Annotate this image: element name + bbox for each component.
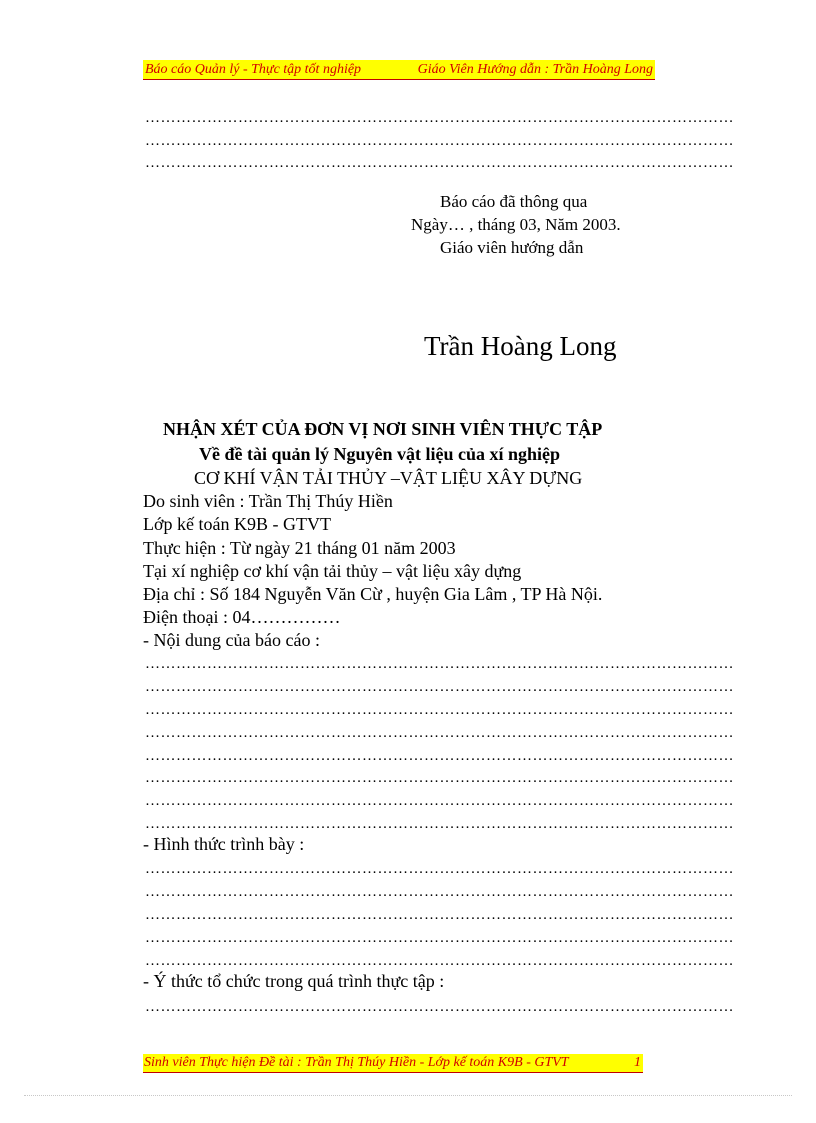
section-content-label: - Nội dung của báo cáo : bbox=[143, 630, 320, 650]
dotted-line: …………………………………………………………………………………………………… bbox=[145, 155, 734, 171]
dotted-line: …………………………………………………………………………………………………… bbox=[145, 930, 734, 946]
header-right-text: Giáo Viên Hướng dẫn : Trần Hoàng Long bbox=[417, 62, 653, 77]
page-number: 1 bbox=[634, 1055, 641, 1070]
info-phone: Điện thoại : 04…………… bbox=[143, 607, 341, 627]
dotted-line: …………………………………………………………………………………………………… bbox=[145, 133, 734, 149]
dotted-line: …………………………………………………………………………………………………… bbox=[145, 953, 734, 969]
dotted-line: …………………………………………………………………………………………………… bbox=[145, 702, 734, 718]
dotted-line: …………………………………………………………………………………………………… bbox=[145, 884, 734, 900]
info-period: Thực hiện : Từ ngày 21 tháng 01 năm 2003 bbox=[143, 538, 456, 558]
header-left-text: Báo cáo Quản lý - Thực tập tốt nghiệp bbox=[145, 62, 362, 77]
document-subtitle: Về đề tài quản lý Nguyên vật liệu của xí nghiệp bbox=[199, 444, 561, 464]
dotted-line: …………………………………………………………………………………………………… bbox=[145, 725, 734, 741]
info-address: Địa chỉ : Số 184 Nguyễn Văn Cừ , huyện Gia Lâm , TP Hà Nội. bbox=[143, 584, 603, 604]
dotted-line: …………………………………………………………………………………………………… bbox=[145, 793, 734, 809]
footer-text: Sinh viên Thực hiện Đề tài : Trần Thị Thúy Hiền - Lớp kế toán K9B - GTVT bbox=[144, 1055, 569, 1070]
info-student: Do sinh viên : Trần Thị Thúy Hiền bbox=[143, 491, 393, 511]
approval-line1: Báo cáo đã thông qua bbox=[440, 192, 588, 211]
dotted-line: …………………………………………………………………………………………………… bbox=[145, 679, 734, 695]
dotted-line: …………………………………………………………………………………………………… bbox=[145, 110, 734, 126]
page-header bbox=[143, 60, 655, 80]
dotted-line: …………………………………………………………………………………………………… bbox=[145, 861, 734, 877]
section-presentation-label: - Hình thức trình bày : bbox=[143, 834, 305, 854]
info-place: Tại xí nghiệp cơ khí vận tải thủy – vật liệu xây dựng bbox=[143, 561, 522, 581]
dotted-line: …………………………………………………………………………………………………… bbox=[145, 816, 734, 832]
approval-date: Ngày… , tháng 03, Năm 2003. bbox=[411, 215, 621, 234]
dotted-line: …………………………………………………………………………………………………… bbox=[145, 656, 734, 672]
signature-name: Trần Hoàng Long bbox=[424, 331, 617, 361]
page-break-divider bbox=[24, 1095, 792, 1096]
approval-role: Giáo viên hướng dẫn bbox=[440, 238, 584, 257]
document-subtitle-company: CƠ KHÍ VẬN TẢI THỦY –VẬT LIỆU XÂY DỰNG bbox=[194, 468, 583, 488]
dotted-line: …………………………………………………………………………………………………… bbox=[145, 748, 734, 764]
section-attitude-label: - Ý thức tổ chức trong quá trình thực tập : bbox=[143, 971, 445, 991]
document-title: NHẬN XÉT CỦA ĐƠN VỊ NƠI SINH VIÊN THỰC TẬP bbox=[163, 419, 603, 439]
dotted-line: …………………………………………………………………………………………………… bbox=[145, 770, 734, 786]
dotted-line: …………………………………………………………………………………………………… bbox=[145, 999, 734, 1015]
info-class: Lớp kế toán K9B - GTVT bbox=[143, 514, 331, 534]
dotted-line: …………………………………………………………………………………………………… bbox=[145, 907, 734, 923]
page-footer bbox=[143, 1054, 643, 1073]
